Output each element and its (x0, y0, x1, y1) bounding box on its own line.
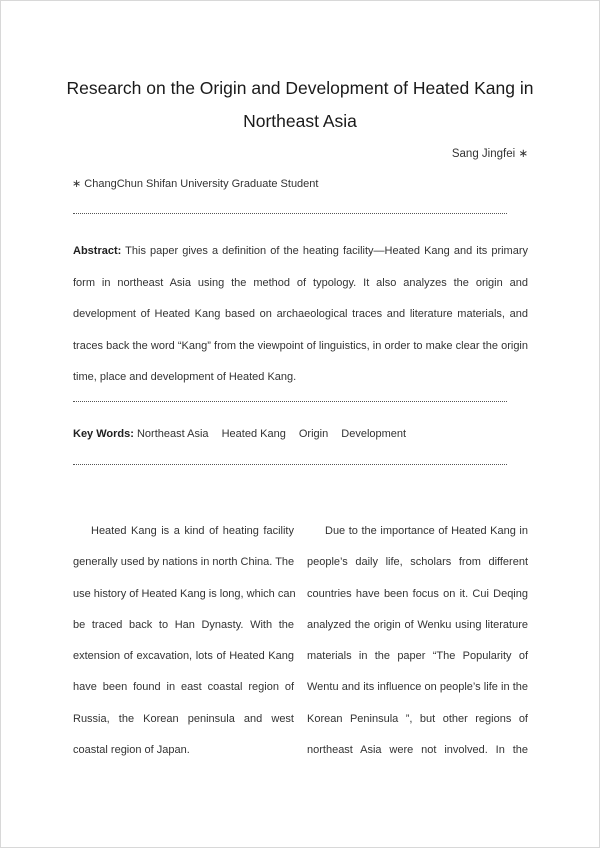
keywords-label: Key Words: (73, 428, 134, 440)
abstract-line: form in northeast Asia using the method of typology. It also analyzes the origin and (73, 276, 528, 289)
body-line: Russia, the Korean peninsula and west (73, 712, 294, 725)
body-line: analyzed the origin of Wenku using literature (307, 618, 528, 631)
keyword-item: Development (341, 428, 407, 440)
body-line: people’s daily life, scholars from different (307, 556, 528, 569)
title-line-1: Research on the Origin and Development of Heated Kang in (66, 78, 534, 98)
body-line: use history of Heated Kang is long, which can (73, 587, 296, 600)
separator-dotted-1 (73, 213, 507, 214)
body-line: countries have been focus on it. Cui Deqing (307, 587, 528, 600)
keyword-item: Northeast Asia (136, 428, 209, 440)
author-name: Sang Jingfei ∗ (451, 148, 528, 160)
separator-dotted-2 (73, 401, 507, 402)
author-affiliation: ∗ ChangChun Shifan University Graduate Student (72, 178, 319, 190)
body-line: have been found in east coastal region of (73, 681, 294, 694)
abstract-text: This paper gives a definition of the heating facility—Heated Kang and its primary (121, 245, 528, 257)
body-line: Heated Kang is a kind of heating facility (91, 525, 294, 537)
abstract-line: traces back the word “Kang” from the viewpoint of linguistics, in order to make clear the origin (73, 339, 528, 352)
body-line: northeast Asia were not involved. In the (307, 744, 528, 757)
body-line: Korean Peninsula ”, but other regions of (307, 712, 528, 725)
keywords-row (73, 428, 416, 440)
keyword-item: Heated Kang (221, 428, 286, 440)
abstract-label: Abstract: (73, 245, 122, 257)
separator-dotted-3 (73, 464, 507, 465)
body-line: be traced back to Han Dynasty. With the (73, 618, 294, 631)
body-line: Wentu and its influence on people’s life in the (307, 681, 528, 694)
body-line: Due to the importance of Heated Kang in (325, 525, 528, 537)
body-line: generally used by nations in north China. The (73, 556, 295, 569)
body-column-left (73, 516, 294, 766)
abstract-line (73, 236, 528, 268)
title-line-2: Northeast Asia (243, 111, 357, 131)
body-line: extension of excavation, lots of Heated Kang (73, 650, 294, 663)
abstract-block (73, 236, 528, 394)
abstract-line: development of Heated Kang based on archaeological traces and literature materials, and (73, 308, 528, 320)
keyword-item: Origin (298, 428, 329, 440)
body-line: coastal region of Japan. (73, 744, 190, 757)
abstract-line: time, place and development of Heated Kang. (73, 371, 297, 383)
paper-title (60, 72, 540, 138)
body-column-right (307, 516, 528, 766)
body-line: materials in the paper “The Popularity of (307, 650, 528, 663)
